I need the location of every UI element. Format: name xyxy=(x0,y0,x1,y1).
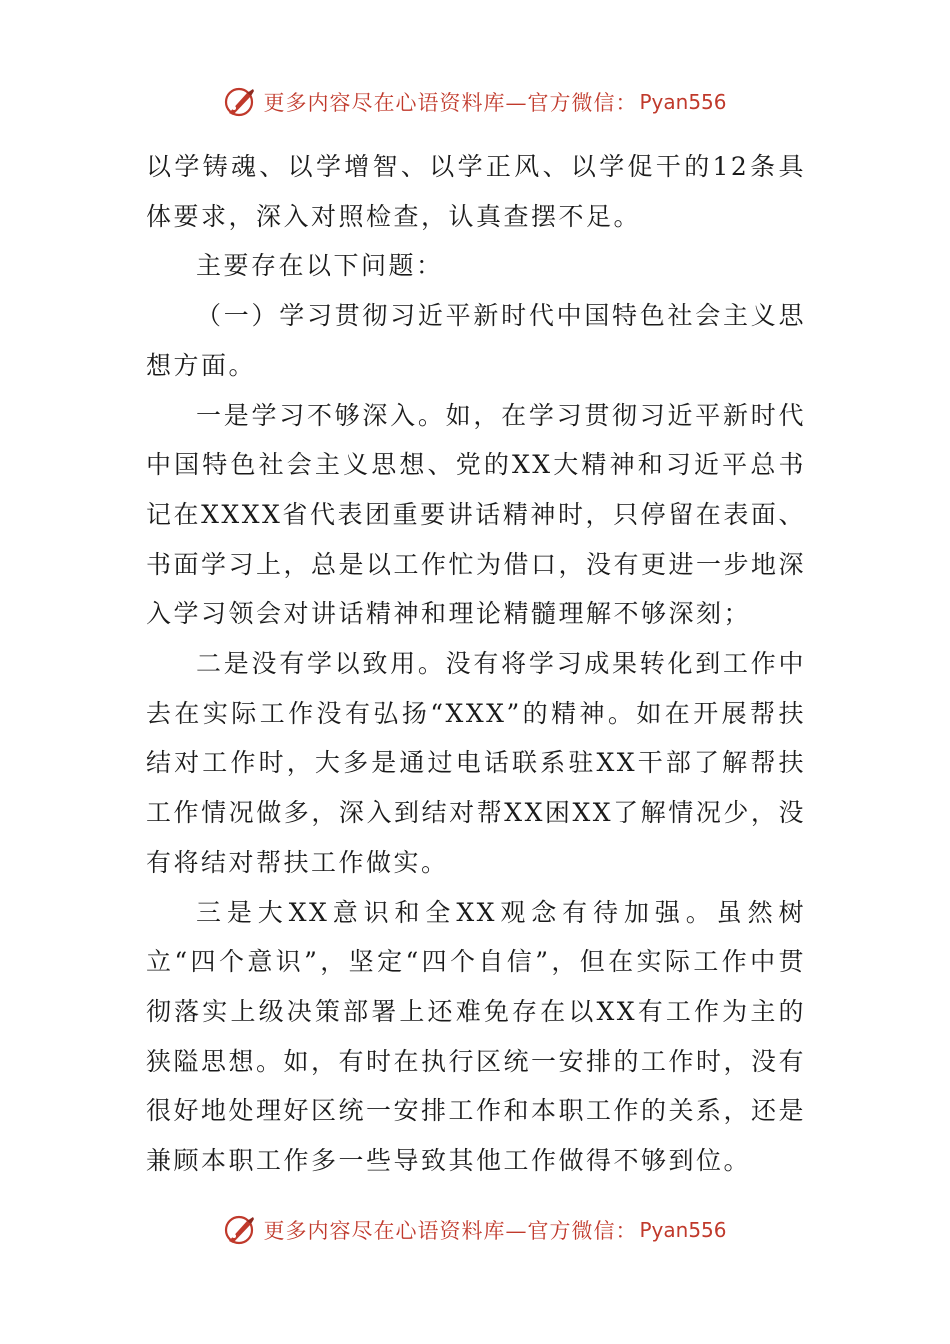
footer-banner-handle: Pyan556 xyxy=(639,1218,727,1242)
paragraph-point-3: 三是大XX意识和全XX观念有待加强。虽然树立“四个意识”，坚定“四个自信”，但在实际工作中贯彻落实上级决策部署上还难免存在以XX有工作为主的狭隘思想。如，有时在执行区统一安排的工作时，没有很好地处理好区统一安排工作和本职工作的关系，还是兼顾本职工作多一些导致其他工作做得不够到位。 xyxy=(146,897,807,1176)
footer-banner xyxy=(0,1210,950,1250)
pen-logo-icon xyxy=(223,1213,257,1247)
paragraph-point-1: 一是学习不够深入。如，在学习贯彻习近平新时代中国特色社会主义思想、党的XX大精神和习近平总书记在XXXX省代表团重要讲话精神时，只停留在表面、书面学习上，总是以工作忙为借口，没有更进一步地深入学习领会对讲话精神和理论精髓理解不够深刻； xyxy=(146,400,807,629)
paragraph-2: 主要存在以下问题： xyxy=(196,251,444,281)
paragraph-point-2: 二是没有学以致用。没有将学习成果转化到工作中去在实际工作没有弘扬“XXX”的精神。如在开展帮扶结对工作时，大多是通过电话联系驻XX干部了解帮扶工作情况做多，深入到结对帮XX困XX了解情况少，没有将结对帮扶工作做实。 xyxy=(146,649,806,877)
footer-banner-text: 更多内容尽在心语资料库—官方微信： xyxy=(263,1219,638,1243)
header-banner-text: 更多内容尽在心语资料库—官方微信： xyxy=(263,91,638,115)
pen-logo-icon xyxy=(223,85,257,119)
document-body xyxy=(146,142,806,1186)
section-heading-1: （一）学习贯彻习近平新时代中国特色社会主义思想方面。 xyxy=(146,301,806,380)
header-banner xyxy=(0,82,950,122)
paragraph-1: 以学铸魂、以学增智、以学正风、以学促干的12条具体要求，深入对照检查，认真查摆不足。 xyxy=(146,152,806,231)
header-banner-handle: Pyan556 xyxy=(639,90,727,114)
